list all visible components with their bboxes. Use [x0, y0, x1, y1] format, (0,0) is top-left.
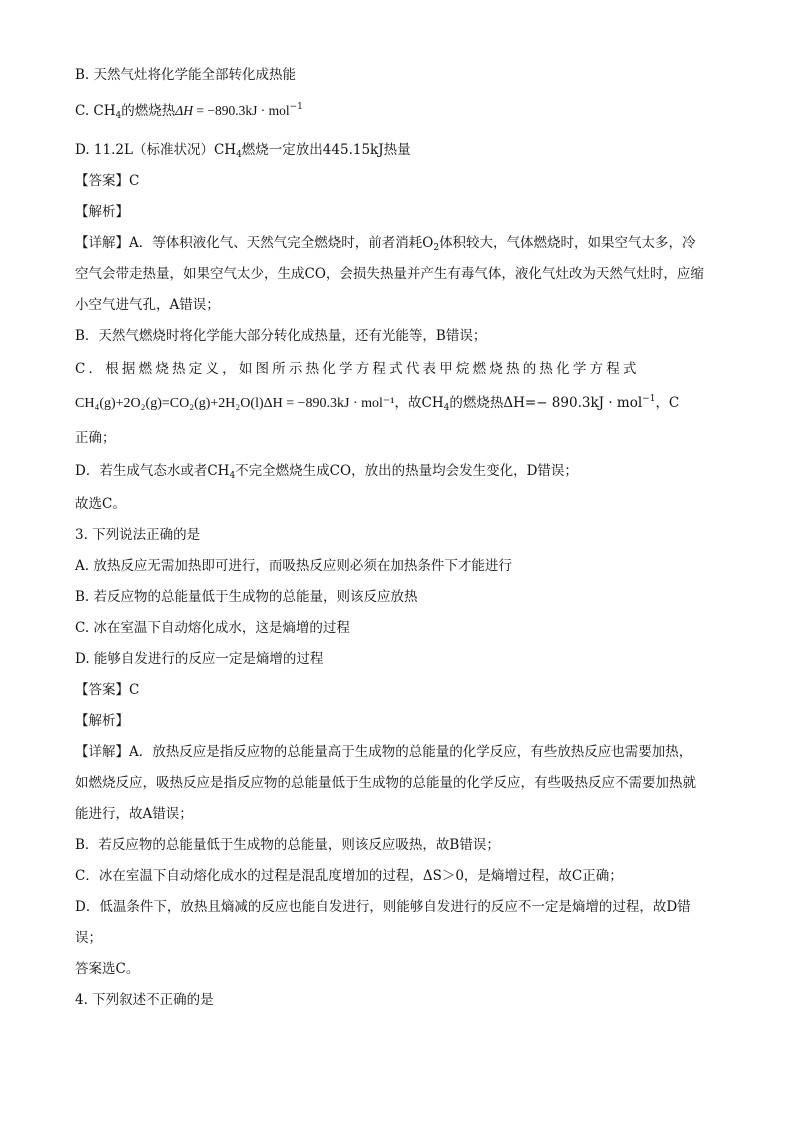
q2-detail-d-sub: 4: [229, 471, 236, 481]
q2-option-d-text: D. 11.2L（标准状况）CH: [75, 142, 237, 158]
q2-option-c-delta: ΔH: [175, 103, 193, 118]
q2-detail-a-line1-rest: 体积较大，气体燃烧时，如果空气太多，冷: [439, 235, 696, 251]
q2-option-c-sub: 4: [115, 111, 122, 121]
q3-conclusion: 答案选C。: [75, 961, 140, 977]
q3-option-a: A. 放热反应无需加热即可进行，而吸热反应则必须在加热条件下才能进行: [75, 558, 512, 574]
q2-detail-b: B．天然气燃烧时将化学能大部分转化成热量，还有光能等，B错误；: [75, 328, 487, 344]
q2-option-c-sup: −1: [289, 102, 303, 112]
q3-detail-b: B．若反应物的总能量低于生成物的总能量，则该反应吸热，故B错误；: [75, 837, 500, 853]
q2-detail-d: [75, 462, 578, 480]
q2-option-d-rest: 燃烧一定放出445.15kJ热量: [241, 142, 411, 158]
q2-detail-a-line1-text: 【详解】A．等体积液化气、天然气完全燃烧时，前者消耗O: [75, 235, 434, 251]
q2-option-d: [75, 141, 411, 159]
q2-detail-c-line1-text: C．根据燃烧热定义，如图所示热化学方程式代表甲烷燃烧热的热化学方程式: [75, 361, 640, 377]
q2-conclusion: 故选C。: [75, 496, 126, 512]
q3-option-b: B. 若反应物的总能量低于生成物的总能量，则该反应放热: [75, 589, 418, 605]
q3-detail-d-line1: D．低温条件下，放热且熵减的反应也能自发进行，则能够自发进行的反应不一定是熵增的过程，故D错: [75, 899, 691, 915]
q2-detail-c-rest-a: ，故CH: [394, 395, 444, 411]
q2-option-c: [75, 102, 303, 120]
q2-detail-d-text: D．若生成气态水或者CH: [75, 463, 230, 479]
q4-stem: 4. 下列叙述不正确的是: [75, 992, 214, 1008]
q2-detail-c-line3: 正确；: [75, 430, 116, 446]
q2-option-c-text: 的燃烧热: [121, 103, 176, 119]
q2-option-b: B. 天然气灶将化学能全部转化成热能: [75, 67, 297, 83]
q3-detail-d-line2: 误；: [75, 930, 102, 946]
q2-answer: 【答案】C: [75, 173, 140, 189]
q2-detail-c-rest-b: 的燃烧热ΔH=− 890.3kJ · mol: [449, 395, 643, 411]
q2-detail-a-line3: 小空气进气孔，A错误；: [75, 297, 220, 313]
q2-analysis-heading: 【解析】: [75, 204, 129, 220]
q3-analysis-heading: 【解析】: [75, 713, 129, 729]
q3-detail-c: C．冰在室温下自动熔化成水的过程是混乱度增加的过程，ΔS＞0，是熵增过程，故C正确；: [75, 868, 623, 884]
q2-detail-c-sub: 4: [443, 403, 450, 413]
q2-detail-c-end: ，C: [655, 395, 680, 411]
q3-answer: 【答案】C: [75, 682, 140, 698]
q3-detail-a-line2: 如燃烧反应，吸热反应是指反应物的总能量低于生成物的总能量的化学反应，有些吸热反应不需要加热就: [75, 775, 696, 791]
q2-detail-c-line2: [75, 394, 679, 413]
q2-detail-a-line2: 空气会带走热量，如果空气太少，生成CO，会损失热量并产生有毒气体，液化气灶改为天然气灶时，应缩: [75, 266, 704, 282]
q2-option-c-prefix: C. CH: [75, 103, 116, 119]
q3-detail-a-line3: 能进行，故A错误；: [75, 806, 193, 822]
q3-detail-a-line1: 【详解】A．放热反应是指反应物的总能量高于生成物的总能量的化学反应，有些放热反应也需要加热，: [75, 744, 693, 760]
q3-option-d: D. 能够自发进行的反应一定是熵增的过程: [75, 651, 324, 667]
q2-option-d-sub: 4: [236, 150, 242, 160]
q2-detail-c-line1: [75, 360, 721, 378]
q3-stem: 3. 下列说法正确的是: [75, 527, 201, 543]
q2-option-c-value: = −890.3kJ · mol: [192, 103, 290, 118]
q2-detail-d-rest: 不完全燃烧生成CO，放出的热量均会发生变化，D错误；: [235, 463, 578, 479]
q2-detail-a-line1: [75, 234, 696, 252]
q2-detail-a-line1-sub: 2: [433, 243, 440, 253]
q2-detail-c-equation: CH₄(g)+2O₂(g)=CO₂(g)+2H₂O(l)ΔH = −890.3kJ · mol⁻¹: [75, 396, 395, 411]
q2-detail-c-sup: −1: [642, 394, 656, 404]
q3-option-c: C. 冰在室温下自动熔化成水，这是熵增的过程: [75, 620, 350, 636]
